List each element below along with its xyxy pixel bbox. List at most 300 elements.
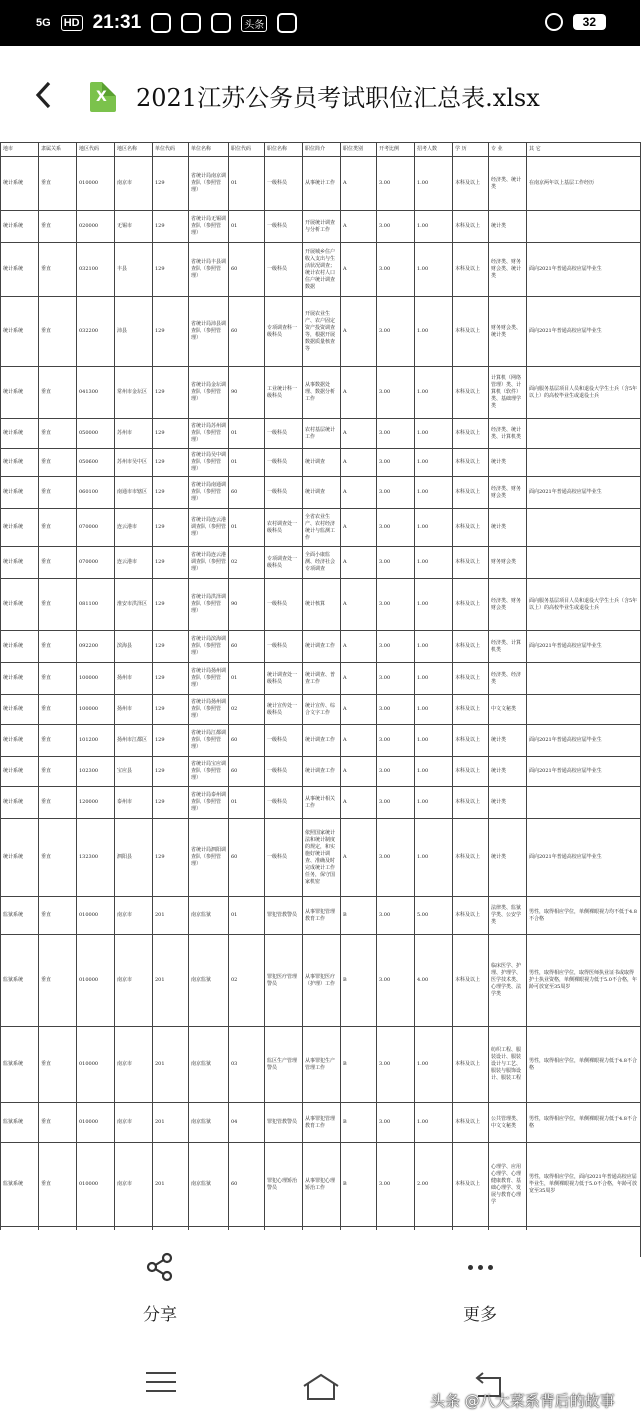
table-cell[interactable]: A	[341, 211, 377, 243]
table-cell[interactable]: 罪犯管教警员	[265, 897, 303, 935]
table-row[interactable]	[1, 819, 641, 897]
table-cell[interactable]: 129	[153, 725, 189, 757]
table-cell[interactable]: 全省农业生产、农村经济统计与监测工作	[303, 509, 341, 547]
table-cell[interactable]: 垂直	[39, 509, 77, 547]
table-cell[interactable]: 3.00	[377, 477, 415, 509]
table-cell[interactable]: 罪犯医疗管理警员	[265, 935, 303, 1027]
back-arrow-icon[interactable]	[30, 80, 60, 110]
table-cell[interactable]: 无锡市	[115, 211, 153, 243]
table-cell[interactable]: 面向2021年普通高校应届毕业生	[527, 477, 641, 509]
table-cell[interactable]: 129	[153, 297, 189, 367]
table-cell[interactable]: 统计系统	[1, 663, 39, 695]
table-cell[interactable]: 沛县	[115, 297, 153, 367]
table-cell[interactable]: 3.00	[377, 787, 415, 819]
table-cell[interactable]: 3.00	[377, 509, 415, 547]
table-row[interactable]	[1, 547, 641, 579]
table-cell[interactable]: A	[341, 367, 377, 419]
table-cell[interactable]: 垂直	[39, 211, 77, 243]
table-cell[interactable]: 100000	[77, 663, 115, 695]
table-cell[interactable]: 1.00	[415, 297, 453, 367]
table-cell[interactable]: 监狱系统	[1, 1027, 39, 1103]
table-cell[interactable]: 经济类、财务财会类、统计类	[489, 243, 527, 297]
table-cell[interactable]: 3.00	[377, 1103, 415, 1143]
table-cell[interactable]: 1.00	[415, 547, 453, 579]
home-icon[interactable]	[300, 1372, 342, 1402]
table-cell[interactable]: 南京监狱	[189, 1027, 229, 1103]
table-cell[interactable]: 一级科员	[265, 477, 303, 509]
table-cell[interactable]: 070000	[77, 509, 115, 547]
table-cell[interactable]: A	[341, 243, 377, 297]
table-cell[interactable]: 农村基层统计工作	[303, 419, 341, 449]
table-cell[interactable]: 监狱系统	[1, 897, 39, 935]
table-cell[interactable]: 泗阳县	[115, 819, 153, 897]
table-cell[interactable]: 1.00	[415, 211, 453, 243]
table-cell[interactable]	[527, 663, 641, 695]
table-cell[interactable]: 102300	[77, 757, 115, 787]
table-cell[interactable]: 本科及以上	[453, 819, 489, 897]
table-cell[interactable]: 监狱系统	[1, 1143, 39, 1227]
table-cell[interactable]: 129	[153, 157, 189, 211]
table-cell[interactable]: 1.00	[415, 243, 453, 297]
table-cell[interactable]: 本科及以上	[453, 367, 489, 419]
table-cell[interactable]: 3.00	[377, 1143, 415, 1227]
table-cell[interactable]: 南京监狱	[189, 897, 229, 935]
table-cell[interactable]: 统计系统	[1, 449, 39, 477]
table-cell[interactable]: 面向2021年普通高校应届毕业生	[527, 297, 641, 367]
table-cell[interactable]: 统计系统	[1, 297, 39, 367]
table-row[interactable]	[1, 725, 641, 757]
table-cell[interactable]: 3.00	[377, 297, 415, 367]
table-cell[interactable]: 3.00	[377, 695, 415, 725]
table-cell[interactable]: 本科及以上	[453, 897, 489, 935]
table-cell[interactable]: 本科及以上	[453, 579, 489, 631]
table-row[interactable]	[1, 579, 641, 631]
table-row[interactable]	[1, 297, 641, 367]
table-row[interactable]	[1, 477, 641, 509]
table-cell[interactable]: 1.00	[415, 695, 453, 725]
table-cell[interactable]: 129	[153, 695, 189, 725]
table-cell[interactable]: 省统计局连云港调查队（参照管理）	[189, 509, 229, 547]
table-cell[interactable]: 开展农业生产、农户固定资产投资调查等，根据开展数据质量核查等	[303, 297, 341, 367]
table-cell[interactable]: 垂直	[39, 1143, 77, 1227]
table-cell[interactable]: 省统计局连云港调查队（参照管理）	[189, 547, 229, 579]
table-row[interactable]	[1, 419, 641, 449]
table-cell[interactable]: 一级科员	[265, 243, 303, 297]
table-cell[interactable]: 监狱系统	[1, 1103, 39, 1143]
table-cell[interactable]: 省统计局滨海调查队（参照管理）	[189, 631, 229, 663]
table-cell[interactable]: A	[341, 695, 377, 725]
table-cell[interactable]: 垂直	[39, 243, 77, 297]
table-cell[interactable]: 泰州市	[115, 787, 153, 819]
table-cell[interactable]: 统计系统	[1, 367, 39, 419]
table-cell[interactable]: 统计系统	[1, 509, 39, 547]
table-cell[interactable]: 本科及以上	[453, 297, 489, 367]
table-cell[interactable]: 省统计局泗阳调查队（参照管理）	[189, 819, 229, 897]
table-cell[interactable]: A	[341, 449, 377, 477]
table-cell[interactable]: 010000	[77, 1027, 115, 1103]
table-cell[interactable]: 扬州市	[115, 663, 153, 695]
table-cell[interactable]: 从事数据处理、数据分析工作	[303, 367, 341, 419]
table-cell[interactable]: 201	[153, 897, 189, 935]
table-cell[interactable]: 032200	[77, 297, 115, 367]
table-cell[interactable]: 省统计局金坛调查队（参照管理）	[189, 367, 229, 419]
table-cell[interactable]: 本科及以上	[453, 631, 489, 663]
table-cell[interactable]: 3.00	[377, 725, 415, 757]
table-cell[interactable]: 垂直	[39, 695, 77, 725]
table-cell[interactable]: 1.00	[415, 663, 453, 695]
table-cell[interactable]: 本科及以上	[453, 757, 489, 787]
table-cell[interactable]: 一级科员	[265, 419, 303, 449]
table-cell[interactable]: 经济类、统计类、计算机类	[489, 419, 527, 449]
table-cell[interactable]: 01	[229, 897, 265, 935]
table-cell[interactable]: 129	[153, 819, 189, 897]
table-cell[interactable]: 垂直	[39, 477, 77, 509]
table-cell[interactable]: 3.00	[377, 157, 415, 211]
table-cell[interactable]: 01	[229, 509, 265, 547]
table-cell[interactable]: 60	[229, 1143, 265, 1227]
table-cell[interactable]: 010000	[77, 935, 115, 1027]
table-cell[interactable]: 垂直	[39, 631, 77, 663]
table-cell[interactable]: 公共管理类、中文文秘类	[489, 1103, 527, 1143]
table-cell[interactable]: 020000	[77, 211, 115, 243]
table-cell[interactable]: 统计系统	[1, 725, 39, 757]
table-cell[interactable]: 统计调查工作	[303, 757, 341, 787]
table-cell[interactable]: 男性，取得相应学位，单侧裸眼视力低于4.8不合格	[527, 1027, 641, 1103]
table-cell[interactable]: 男性，取得相应学位，面向2021年普通高校应届毕业生，单侧裸眼视力低于5.0不合格，年龄可放宽至35周岁	[527, 1143, 641, 1227]
table-cell[interactable]: 从事罪犯生产管理工作	[303, 1027, 341, 1103]
table-cell[interactable]: 3.00	[377, 1027, 415, 1103]
table-cell[interactable]: 省统计局吴中调查队（参照管理）	[189, 449, 229, 477]
table-cell[interactable]: 101200	[77, 725, 115, 757]
table-cell[interactable]: 统计类	[489, 509, 527, 547]
table-cell[interactable]: 从事统计相关工作	[303, 787, 341, 819]
table-cell[interactable]: 垂直	[39, 935, 77, 1027]
table-cell[interactable]: 南京市	[115, 157, 153, 211]
table-cell[interactable]: 1.00	[415, 509, 453, 547]
table-cell[interactable]	[527, 787, 641, 819]
table-cell[interactable]: 070000	[77, 547, 115, 579]
table-cell[interactable]: 经济类、计算机类	[489, 631, 527, 663]
table-cell[interactable]: 统计类	[489, 725, 527, 757]
table-row[interactable]	[1, 1103, 641, 1143]
table-cell[interactable]: 垂直	[39, 757, 77, 787]
table-cell[interactable]: 宝应县	[115, 757, 153, 787]
table-cell[interactable]: 本科及以上	[453, 1027, 489, 1103]
table-cell[interactable]: 统计系统	[1, 757, 39, 787]
table-cell[interactable]: 面向2021年普通高校应届毕业生	[527, 819, 641, 897]
table-cell[interactable]: 垂直	[39, 579, 77, 631]
table-cell[interactable]: 3.00	[377, 757, 415, 787]
table-cell[interactable]: 010000	[77, 1143, 115, 1227]
table-cell[interactable]: 一级科员	[265, 725, 303, 757]
table-row[interactable]	[1, 157, 641, 211]
table-cell[interactable]: 垂直	[39, 819, 77, 897]
table-cell[interactable]: 01	[229, 663, 265, 695]
table-cell[interactable]: 一级科员	[265, 757, 303, 787]
table-cell[interactable]: 经济类、经济类	[489, 663, 527, 695]
table-cell[interactable]: 本科及以上	[453, 243, 489, 297]
table-cell[interactable]: 010000	[77, 1103, 115, 1143]
table-row[interactable]	[1, 243, 641, 297]
table-cell[interactable]: 129	[153, 419, 189, 449]
table-cell[interactable]: 3.00	[377, 547, 415, 579]
table-cell[interactable]: 垂直	[39, 547, 77, 579]
table-cell[interactable]: 04	[229, 1103, 265, 1143]
table-cell[interactable]: B	[341, 1103, 377, 1143]
table-cell[interactable]: 60	[229, 243, 265, 297]
table-cell[interactable]: 专项调查科一级科员	[265, 297, 303, 367]
table-cell[interactable]: 010000	[77, 897, 115, 935]
table-cell[interactable]: 心理学、应用心理学、心理健康教育、基础心理学、发展与教育心理学	[489, 1143, 527, 1227]
table-cell[interactable]: 60	[229, 819, 265, 897]
table-cell[interactable]: 本科及以上	[453, 477, 489, 509]
table-cell[interactable]: 统计调查	[303, 477, 341, 509]
table-cell[interactable]: 省统计局南京调查队（参照管理）	[189, 157, 229, 211]
table-cell[interactable]: B	[341, 897, 377, 935]
table-cell[interactable]: 129	[153, 579, 189, 631]
table-cell[interactable]: 1.00	[415, 1103, 453, 1143]
table-cell[interactable]: 201	[153, 1103, 189, 1143]
table-row[interactable]	[1, 1143, 641, 1227]
table-cell[interactable]: 1.00	[415, 579, 453, 631]
table-cell[interactable]: 60	[229, 757, 265, 787]
table-cell[interactable]: 5.00	[415, 897, 453, 935]
table-cell[interactable]: 省统计局宝应调查队（参照管理）	[189, 757, 229, 787]
table-cell[interactable]: 垂直	[39, 897, 77, 935]
table-cell[interactable]	[527, 419, 641, 449]
table-cell[interactable]: 本科及以上	[453, 725, 489, 757]
table-cell[interactable]: 2.00	[415, 1143, 453, 1227]
table-cell[interactable]: 一级科员	[265, 211, 303, 243]
table-cell[interactable]: 1.00	[415, 419, 453, 449]
table-cell[interactable]: 本科及以上	[453, 663, 489, 695]
table-cell[interactable]: 纺织工程、服装设计、服装设计与工艺、服装与服饰设计、服装工程	[489, 1027, 527, 1103]
table-cell[interactable]: 3.00	[377, 897, 415, 935]
table-row[interactable]	[1, 211, 641, 243]
table-cell[interactable]: 省统计局丰县调查队（参照管理）	[189, 243, 229, 297]
table-cell[interactable]: 统计系统	[1, 477, 39, 509]
table-cell[interactable]: 从事罪犯管理教育工作	[303, 897, 341, 935]
table-cell[interactable]: 本科及以上	[453, 547, 489, 579]
table-cell[interactable]: 129	[153, 547, 189, 579]
table-cell[interactable]: 1.00	[415, 477, 453, 509]
table-cell[interactable]: 财务财会类、统计类	[489, 297, 527, 367]
table-cell[interactable]: 连云港市	[115, 547, 153, 579]
table-cell[interactable]	[527, 547, 641, 579]
table-cell[interactable]: 3.00	[377, 367, 415, 419]
table-cell[interactable]: 统计类	[489, 787, 527, 819]
table-cell[interactable]: 扬州市	[115, 695, 153, 725]
table-cell[interactable]: 统计系统	[1, 419, 39, 449]
table-cell[interactable]: 经济类、财务财会类	[489, 579, 527, 631]
table-cell[interactable]: 032100	[77, 243, 115, 297]
table-cell[interactable]: 统计调查	[303, 449, 341, 477]
table-cell[interactable]: 统计系统	[1, 631, 39, 663]
table-cell[interactable]: 垂直	[39, 367, 77, 419]
table-cell[interactable]	[527, 449, 641, 477]
table-cell[interactable]: B	[341, 935, 377, 1027]
table-cell[interactable]: 201	[153, 1143, 189, 1227]
table-cell[interactable]: 开展城乡住户收入支出与生活状况调查；统计农村人口住户统计调查数据	[303, 243, 341, 297]
table-cell[interactable]: 统计宣传、综合文字工作	[303, 695, 341, 725]
table-cell[interactable]: 省统计局江都调查队（参照管理）	[189, 725, 229, 757]
table-cell[interactable]: 垂直	[39, 1103, 77, 1143]
table-cell[interactable]: 垂直	[39, 725, 77, 757]
table-cell[interactable]: 129	[153, 367, 189, 419]
table-cell[interactable]: 南京监狱	[189, 1103, 229, 1143]
table-cell[interactable]: 129	[153, 211, 189, 243]
table-cell[interactable]: 一级科员	[265, 631, 303, 663]
table-cell[interactable]: A	[341, 787, 377, 819]
table-cell[interactable]: 在南京两年以上基层工作经历	[527, 157, 641, 211]
table-cell[interactable]: 本科及以上	[453, 419, 489, 449]
table-row[interactable]	[1, 757, 641, 787]
table-cell[interactable]: 081100	[77, 579, 115, 631]
table-cell[interactable]: 南京市	[115, 897, 153, 935]
table-cell[interactable]: 财务财会类	[489, 547, 527, 579]
table-cell[interactable]: 省统计局无锡调查队（参照管理）	[189, 211, 229, 243]
table-cell[interactable]: 201	[153, 935, 189, 1027]
table-cell[interactable]: 3.00	[377, 579, 415, 631]
table-cell[interactable]: 129	[153, 787, 189, 819]
table-cell[interactable]: A	[341, 663, 377, 695]
table-row[interactable]	[1, 663, 641, 695]
table-cell[interactable]: 本科及以上	[453, 157, 489, 211]
table-cell[interactable]: 南京市	[115, 1143, 153, 1227]
table-cell[interactable]: 男性，取得相应学位，取得医师执业证书或取得护士执业资格，单侧裸眼视力低于5.0不合格，年龄可放宽至35周岁	[527, 935, 641, 1027]
table-cell[interactable]: 统计调查处一级科员	[265, 663, 303, 695]
table-cell[interactable]: B	[341, 1143, 377, 1227]
table-cell[interactable]: 一级科员	[265, 449, 303, 477]
table-cell[interactable]: 省统计局洪泽调查队（参照管理）	[189, 579, 229, 631]
table-cell[interactable]: 60	[229, 297, 265, 367]
table-cell[interactable]: 统计系统	[1, 157, 39, 211]
table-cell[interactable]: 罪犯管教警员	[265, 1103, 303, 1143]
table-cell[interactable]: 90	[229, 579, 265, 631]
table-cell[interactable]: 3.00	[377, 631, 415, 663]
table-cell[interactable]: 本科及以上	[453, 1143, 489, 1227]
table-cell[interactable]: 010000	[77, 157, 115, 211]
table-cell[interactable]: 3.00	[377, 211, 415, 243]
table-cell[interactable]: 041300	[77, 367, 115, 419]
table-row[interactable]	[1, 787, 641, 819]
table-cell[interactable]: 129	[153, 449, 189, 477]
table-cell[interactable]: 60	[229, 477, 265, 509]
table-cell[interactable]: 从事统计工作	[303, 157, 341, 211]
table-cell[interactable]: 129	[153, 663, 189, 695]
table-cell[interactable]: 02	[229, 547, 265, 579]
table-cell[interactable]: A	[341, 419, 377, 449]
share-button[interactable]	[110, 1250, 210, 1325]
table-cell[interactable]: 100000	[77, 695, 115, 725]
table-cell[interactable]: 滨海县	[115, 631, 153, 663]
table-cell[interactable]: 统计类	[489, 449, 527, 477]
table-cell[interactable]: 监区生产管理警员	[265, 1027, 303, 1103]
table-cell[interactable]: 面向2021年普通高校应届毕业生	[527, 243, 641, 297]
table-cell[interactable]: 工业统计科一级科员	[265, 367, 303, 419]
more-button[interactable]	[430, 1250, 530, 1325]
table-cell[interactable]: 淮安市洪泽区	[115, 579, 153, 631]
table-cell[interactable]: 省统计局泰州调查队（参照管理）	[189, 787, 229, 819]
table-cell[interactable]: 132300	[77, 819, 115, 897]
table-cell[interactable]: 计算机（网络管理）类、计算机（软件）类、基础理学类	[489, 367, 527, 419]
table-cell[interactable]: 4.00	[415, 935, 453, 1027]
table-cell[interactable]: 统计系统	[1, 547, 39, 579]
table-row[interactable]	[1, 449, 641, 477]
table-cell[interactable]: 依照国家统计法和统计制度的规定，和实施好统计调查、准确及时完成统计工作任务，保守国家机密	[303, 819, 341, 897]
table-cell[interactable]: 垂直	[39, 297, 77, 367]
table-cell[interactable]: 本科及以上	[453, 449, 489, 477]
table-cell[interactable]: 129	[153, 631, 189, 663]
table-cell[interactable]: 050000	[77, 419, 115, 449]
table-cell[interactable]: 本科及以上	[453, 695, 489, 725]
table-cell[interactable]: 90	[229, 367, 265, 419]
table-cell[interactable]: 统计类	[489, 211, 527, 243]
table-cell[interactable]: 垂直	[39, 449, 77, 477]
table-cell[interactable]: A	[341, 757, 377, 787]
table-cell[interactable]: 省统计局扬州调查队（参照管理）	[189, 695, 229, 725]
table-cell[interactable]: 南京市	[115, 1027, 153, 1103]
table-cell[interactable]: 统计调查工作	[303, 725, 341, 757]
table-cell[interactable]: 一级科员	[265, 157, 303, 211]
table-cell[interactable]: 罪犯心理矫治警员	[265, 1143, 303, 1227]
table-cell[interactable]: A	[341, 819, 377, 897]
table-cell[interactable]: 统计类	[489, 757, 527, 787]
table-cell[interactable]: 面向2021年普通高校应届毕业生	[527, 725, 641, 757]
table-cell[interactable]: 本科及以上	[453, 211, 489, 243]
table-cell[interactable]: 垂直	[39, 787, 77, 819]
table-cell[interactable]: 南京市	[115, 935, 153, 1027]
table-cell[interactable]: A	[341, 509, 377, 547]
table-cell[interactable]: A	[341, 477, 377, 509]
table-cell[interactable]: 南通市市辖区	[115, 477, 153, 509]
table-cell[interactable]: 专项调查处一级科员	[265, 547, 303, 579]
table-cell[interactable]: 垂直	[39, 157, 77, 211]
table-cell[interactable]: 经济类、财务财会类	[489, 477, 527, 509]
table-cell[interactable]: 面向2021年普通高校应届毕业生	[527, 757, 641, 787]
table-cell[interactable]: 丰县	[115, 243, 153, 297]
table-cell[interactable]: 1.00	[415, 157, 453, 211]
table-cell[interactable]: 一级科员	[265, 579, 303, 631]
table-cell[interactable]: 01	[229, 787, 265, 819]
table-cell[interactable]: 扬州市江都区	[115, 725, 153, 757]
table-row[interactable]	[1, 509, 641, 547]
table-cell[interactable]: 统计调查、普查工作	[303, 663, 341, 695]
table-cell[interactable]: A	[341, 297, 377, 367]
table-cell[interactable]: 统计系统	[1, 787, 39, 819]
table-cell[interactable]: 农村调查处一级科员	[265, 509, 303, 547]
table-cell[interactable]: A	[341, 547, 377, 579]
table-cell[interactable]: 60	[229, 631, 265, 663]
spreadsheet-view[interactable]	[0, 142, 640, 1230]
table-cell[interactable]: 一级科员	[265, 819, 303, 897]
table-cell[interactable]: 统计系统	[1, 695, 39, 725]
table-cell[interactable]: 本科及以上	[453, 509, 489, 547]
table-cell[interactable]: 129	[153, 477, 189, 509]
recent-apps-icon[interactable]	[146, 1372, 176, 1396]
table-cell[interactable]: 省统计局扬州调查队（参照管理）	[189, 663, 229, 695]
table-cell[interactable]: 01	[229, 211, 265, 243]
table-cell[interactable]: 120000	[77, 787, 115, 819]
table-cell[interactable]: 1.00	[415, 449, 453, 477]
table-cell[interactable]: 统计类	[489, 819, 527, 897]
table-cell[interactable]: 省统计局苏州调查队（参照管理）	[189, 419, 229, 449]
table-cell[interactable]: A	[341, 157, 377, 211]
table-cell[interactable]: 1.00	[415, 367, 453, 419]
table-cell[interactable]: 129	[153, 757, 189, 787]
table-cell[interactable]	[527, 509, 641, 547]
table-cell[interactable]: 面向服务基层项目人员和退役大学生士兵（含5年以上）的高校毕业生或退役士兵	[527, 367, 641, 419]
